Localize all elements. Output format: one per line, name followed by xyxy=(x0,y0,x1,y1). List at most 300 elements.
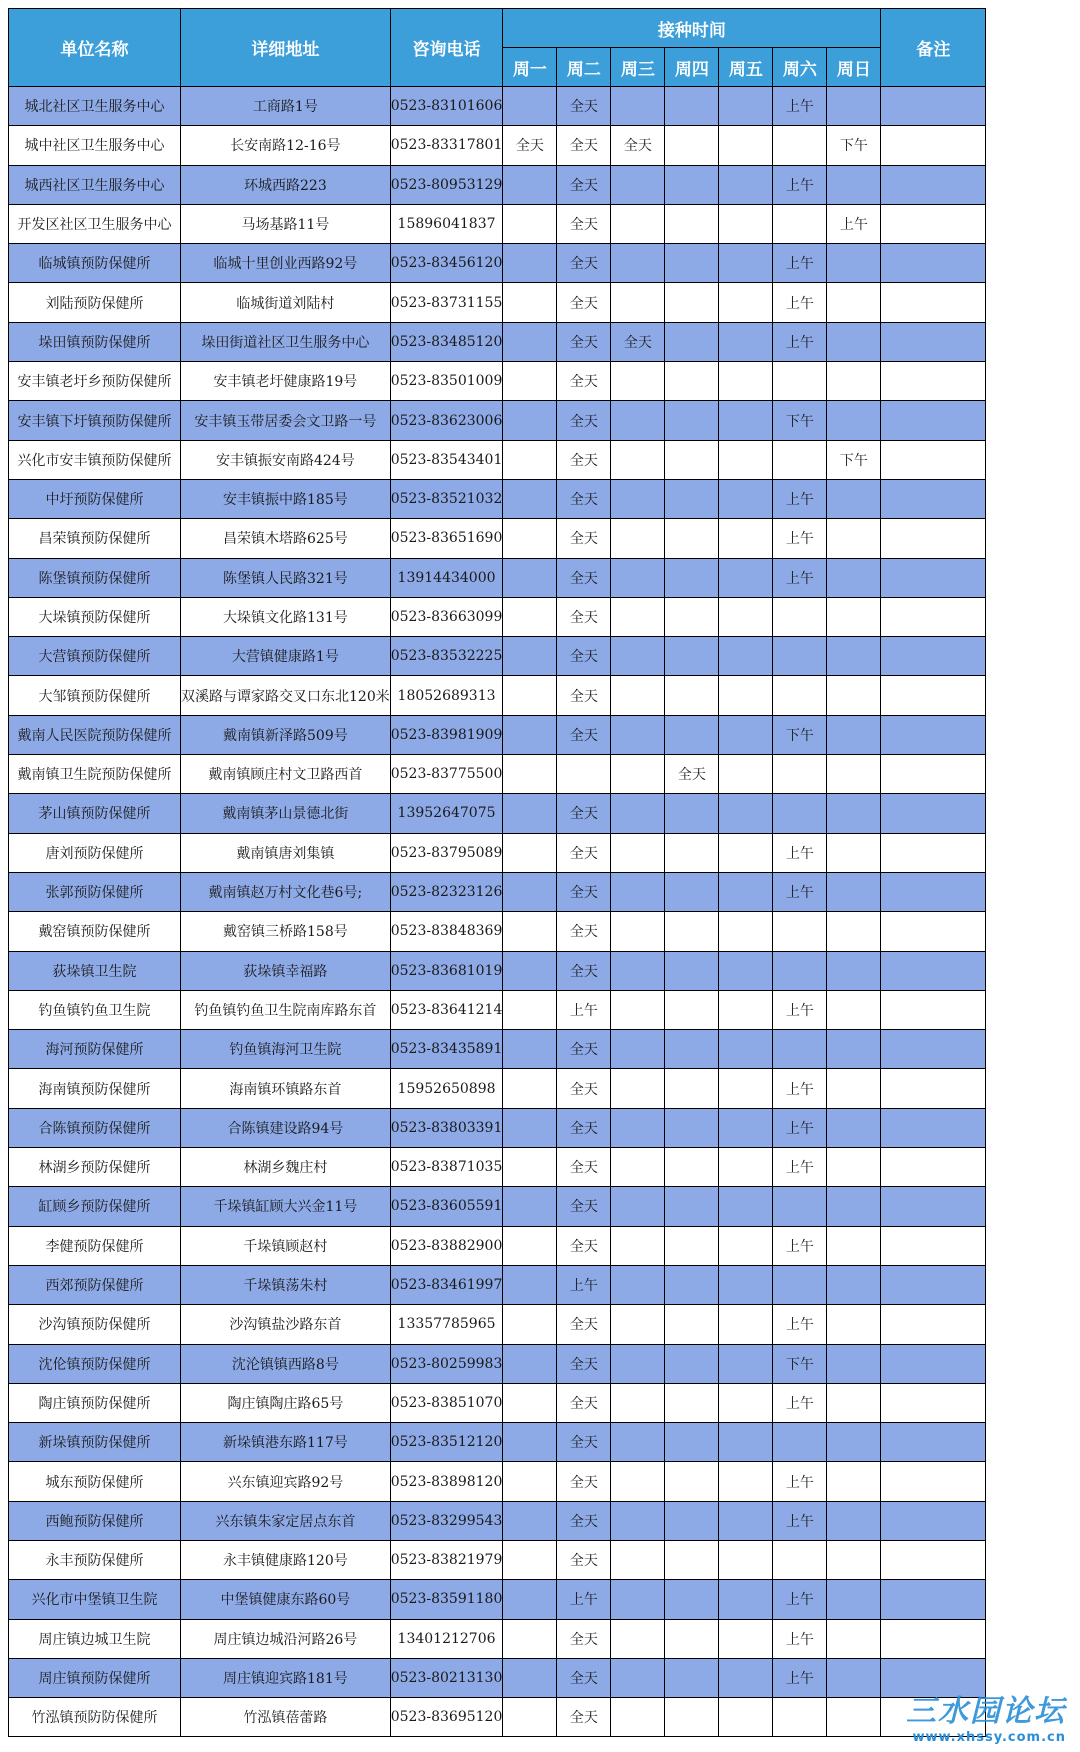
cell-day xyxy=(503,1698,557,1737)
cell-day xyxy=(611,1462,665,1501)
cell-day xyxy=(503,912,557,951)
cell-day xyxy=(503,597,557,636)
cell-day xyxy=(827,479,881,518)
cell-day xyxy=(611,558,665,597)
cell-day xyxy=(611,1658,665,1697)
cell-day xyxy=(665,1383,719,1422)
cell-day xyxy=(503,1030,557,1069)
cell-note xyxy=(881,165,986,204)
cell-note xyxy=(881,1580,986,1619)
cell-note xyxy=(881,283,986,322)
cell-day: 全天 xyxy=(557,951,611,990)
cell-day xyxy=(827,1069,881,1108)
cell-note xyxy=(881,322,986,361)
cell-day: 全天 xyxy=(557,912,611,951)
cell-day xyxy=(611,715,665,754)
table-row xyxy=(9,1540,986,1579)
table-row xyxy=(9,204,986,243)
cell-day xyxy=(665,1108,719,1147)
cell-day xyxy=(719,1148,773,1187)
cell-note xyxy=(881,519,986,558)
cell-phone: 0523-83641214 xyxy=(390,990,503,1029)
cell-day: 上午 xyxy=(773,322,827,361)
cell-day: 全天 xyxy=(557,1187,611,1226)
cell-phone: 0523-83821979 xyxy=(390,1540,503,1579)
cell-day xyxy=(827,1501,881,1540)
cell-phone: 0523-83731155 xyxy=(390,283,503,322)
cell-day xyxy=(611,440,665,479)
table-row xyxy=(9,322,986,361)
cell-note xyxy=(881,637,986,676)
cell-day xyxy=(503,558,557,597)
cell-day xyxy=(611,1148,665,1187)
cell-day: 上午 xyxy=(773,872,827,911)
cell-day xyxy=(773,1187,827,1226)
cell-phone: 0523-83521032 xyxy=(390,479,503,518)
cell-name: 沈伦镇预防保健所 xyxy=(9,1344,181,1383)
cell-day xyxy=(503,990,557,1029)
cell-phone: 0523-80259983 xyxy=(390,1344,503,1383)
cell-name: 戴窑镇预防保健所 xyxy=(9,912,181,951)
table-row xyxy=(9,1030,986,1069)
table-row xyxy=(9,362,986,401)
cell-day xyxy=(827,401,881,440)
cell-note xyxy=(881,833,986,872)
table-row xyxy=(9,872,986,911)
cell-day: 上午 xyxy=(557,1580,611,1619)
cell-day xyxy=(827,1148,881,1187)
cell-day xyxy=(773,1030,827,1069)
table-row xyxy=(9,401,986,440)
cell-day xyxy=(503,87,557,126)
cell-day xyxy=(503,1619,557,1658)
cell-day xyxy=(719,322,773,361)
cell-address: 陈堡镇人民路321号 xyxy=(181,558,391,597)
cell-phone: 0523-83775500 xyxy=(390,755,503,794)
table-row xyxy=(9,597,986,636)
header-name: 单位名称 xyxy=(9,9,181,87)
cell-day: 全天 xyxy=(557,1226,611,1265)
cell-day xyxy=(719,204,773,243)
cell-day xyxy=(611,990,665,1029)
cell-day: 全天 xyxy=(557,1501,611,1540)
cell-day xyxy=(773,1423,827,1462)
table-row xyxy=(9,912,986,951)
cell-day xyxy=(665,362,719,401)
cell-name: 李健预防保健所 xyxy=(9,1226,181,1265)
table-row xyxy=(9,519,986,558)
forum-watermark xyxy=(896,1686,1066,1746)
cell-day: 全天 xyxy=(557,479,611,518)
cell-day: 上午 xyxy=(773,1462,827,1501)
cell-day xyxy=(503,204,557,243)
header-phone: 咨询电话 xyxy=(390,9,503,87)
cell-day xyxy=(719,244,773,283)
cell-day xyxy=(611,479,665,518)
cell-day xyxy=(503,1423,557,1462)
cell-name: 戴南镇卫生院预防保健所 xyxy=(9,755,181,794)
cell-day xyxy=(719,401,773,440)
cell-day xyxy=(611,87,665,126)
cell-phone: 0523-83512120 xyxy=(390,1423,503,1462)
cell-day xyxy=(827,1383,881,1422)
cell-address: 马场基路11号 xyxy=(181,204,391,243)
cell-day xyxy=(827,283,881,322)
cell-name: 兴化市安丰镇预防保健所 xyxy=(9,440,181,479)
cell-day: 全天 xyxy=(557,1108,611,1147)
cell-day xyxy=(665,558,719,597)
cell-address: 戴南镇茅山景德北街 xyxy=(181,794,391,833)
cell-day xyxy=(503,1344,557,1383)
cell-address: 长安南路12-16号 xyxy=(181,126,391,165)
cell-name: 大邹镇预防保健所 xyxy=(9,676,181,715)
cell-day: 全天 xyxy=(557,1344,611,1383)
cell-day: 全天 xyxy=(557,1619,611,1658)
cell-note xyxy=(881,597,986,636)
cell-day xyxy=(719,1344,773,1383)
cell-day xyxy=(719,1501,773,1540)
cell-day xyxy=(611,872,665,911)
cell-address: 安丰镇老圩健康路19号 xyxy=(181,362,391,401)
cell-day xyxy=(503,165,557,204)
cell-name: 唐刘预防保健所 xyxy=(9,833,181,872)
cell-name: 永丰预防保健所 xyxy=(9,1540,181,1579)
cell-day xyxy=(611,951,665,990)
cell-day xyxy=(665,1305,719,1344)
cell-day xyxy=(827,1265,881,1304)
cell-day xyxy=(665,1187,719,1226)
cell-address: 荻垛镇幸福路 xyxy=(181,951,391,990)
cell-address: 竹泓镇蓓蕾路 xyxy=(181,1698,391,1737)
cell-day: 全天 xyxy=(557,519,611,558)
cell-day: 上午 xyxy=(773,283,827,322)
cell-name: 城中社区卫生服务中心 xyxy=(9,126,181,165)
cell-name: 西郊预防保健所 xyxy=(9,1265,181,1304)
cell-note xyxy=(881,1540,986,1579)
cell-note xyxy=(881,479,986,518)
cell-day xyxy=(665,1226,719,1265)
cell-address: 安丰镇玉带居委会文卫路一号 xyxy=(181,401,391,440)
cell-day xyxy=(611,244,665,283)
cell-address: 大垛镇文化路131号 xyxy=(181,597,391,636)
cell-phone: 0523-83456120 xyxy=(390,244,503,283)
cell-day xyxy=(611,597,665,636)
cell-address: 钓鱼镇海河卫生院 xyxy=(181,1030,391,1069)
cell-note xyxy=(881,1462,986,1501)
cell-day xyxy=(503,1148,557,1187)
cell-day xyxy=(827,951,881,990)
cell-address: 戴南镇赵万村文化巷6号; xyxy=(181,872,391,911)
cell-day xyxy=(665,401,719,440)
cell-day xyxy=(773,1698,827,1737)
cell-address: 钓鱼镇钓鱼卫生院南库路东首 xyxy=(181,990,391,1029)
cell-note xyxy=(881,951,986,990)
cell-day: 下午 xyxy=(773,1344,827,1383)
cell-day xyxy=(665,1619,719,1658)
cell-phone: 0523-83501009 xyxy=(390,362,503,401)
cell-day: 上午 xyxy=(773,519,827,558)
cell-name: 城北社区卫生服务中心 xyxy=(9,87,181,126)
cell-phone: 0523-83663099 xyxy=(390,597,503,636)
cell-day xyxy=(611,204,665,243)
cell-day xyxy=(503,1305,557,1344)
table-row xyxy=(9,1698,986,1737)
cell-day xyxy=(665,1462,719,1501)
cell-note xyxy=(881,244,986,283)
cell-phone: 0523-83981909 xyxy=(390,715,503,754)
cell-day xyxy=(827,1344,881,1383)
cell-address: 安丰镇振中路185号 xyxy=(181,479,391,518)
cell-day xyxy=(611,1108,665,1147)
cell-phone: 0523-83543401 xyxy=(390,440,503,479)
cell-name: 周庄镇预防保健所 xyxy=(9,1658,181,1697)
cell-phone: 0523-83532225 xyxy=(390,637,503,676)
cell-note xyxy=(881,872,986,911)
cell-day xyxy=(719,990,773,1029)
cell-day xyxy=(665,715,719,754)
cell-day xyxy=(827,1108,881,1147)
table-row xyxy=(9,1423,986,1462)
cell-name: 城西社区卫生服务中心 xyxy=(9,165,181,204)
cell-day xyxy=(665,833,719,872)
cell-day xyxy=(719,1658,773,1697)
cell-day xyxy=(719,755,773,794)
cell-day: 全天 xyxy=(557,794,611,833)
cell-day: 全天 xyxy=(557,1423,611,1462)
cell-day xyxy=(611,1540,665,1579)
header-day-tue: 周二 xyxy=(557,48,611,87)
cell-day xyxy=(665,204,719,243)
cell-day xyxy=(827,1619,881,1658)
header-note: 备注 xyxy=(881,9,986,87)
cell-day xyxy=(719,1462,773,1501)
cell-day xyxy=(665,1344,719,1383)
cell-phone: 0523-80953129 xyxy=(390,165,503,204)
cell-day xyxy=(719,1187,773,1226)
cell-day xyxy=(665,1423,719,1462)
cell-address: 昌荣镇木塔路625号 xyxy=(181,519,391,558)
cell-day xyxy=(665,1069,719,1108)
cell-note xyxy=(881,1030,986,1069)
cell-day xyxy=(773,126,827,165)
cell-day: 全天 xyxy=(665,755,719,794)
cell-day xyxy=(827,1698,881,1737)
cell-day xyxy=(503,755,557,794)
cell-day: 上午 xyxy=(773,1108,827,1147)
cell-name: 开发区社区卫生服务中心 xyxy=(9,204,181,243)
cell-name: 戴南人民医院预防保健所 xyxy=(9,715,181,754)
cell-day xyxy=(611,637,665,676)
cell-name: 荻垛镇卫生院 xyxy=(9,951,181,990)
cell-day: 上午 xyxy=(827,204,881,243)
cell-note xyxy=(881,1069,986,1108)
cell-address: 兴东镇迎宾路92号 xyxy=(181,1462,391,1501)
cell-day xyxy=(827,872,881,911)
cell-day: 全天 xyxy=(557,126,611,165)
cell-note xyxy=(881,1305,986,1344)
cell-day: 上午 xyxy=(773,990,827,1029)
cell-day xyxy=(827,558,881,597)
cell-address: 戴南镇顾庄村文卫路西首 xyxy=(181,755,391,794)
cell-day xyxy=(665,165,719,204)
cell-phone: 0523-83695120 xyxy=(390,1698,503,1737)
cell-day xyxy=(719,597,773,636)
header-day-sun: 周日 xyxy=(827,48,881,87)
watermark-logo: 三水园论坛 xyxy=(906,1694,1066,1729)
cell-day xyxy=(503,676,557,715)
cell-address: 中堡镇健康东路60号 xyxy=(181,1580,391,1619)
cell-day xyxy=(503,401,557,440)
cell-day xyxy=(503,479,557,518)
cell-day xyxy=(503,1658,557,1697)
cell-day: 上午 xyxy=(773,1580,827,1619)
cell-name: 茅山镇预防保健所 xyxy=(9,794,181,833)
cell-day xyxy=(719,1619,773,1658)
cell-address: 周庄镇迎宾路181号 xyxy=(181,1658,391,1697)
cell-day: 全天 xyxy=(557,597,611,636)
cell-address: 戴窑镇三桥路158号 xyxy=(181,912,391,951)
cell-day xyxy=(503,322,557,361)
table-row xyxy=(9,1226,986,1265)
watermark-url: www.xhssy.com.cn xyxy=(912,1730,1066,1745)
cell-day xyxy=(557,755,611,794)
header-day-thu: 周四 xyxy=(665,48,719,87)
table-row xyxy=(9,833,986,872)
cell-day xyxy=(719,912,773,951)
cell-day xyxy=(611,794,665,833)
cell-day xyxy=(773,951,827,990)
cell-phone: 13357785965 xyxy=(390,1305,503,1344)
cell-day: 下午 xyxy=(827,440,881,479)
cell-day xyxy=(503,1540,557,1579)
cell-day xyxy=(665,1658,719,1697)
cell-day xyxy=(611,1698,665,1737)
cell-phone: 0523-83485120 xyxy=(390,322,503,361)
cell-day xyxy=(827,322,881,361)
table-row xyxy=(9,1187,986,1226)
cell-note xyxy=(881,676,986,715)
table-row xyxy=(9,1658,986,1697)
cell-phone: 0523-83898120 xyxy=(390,1462,503,1501)
cell-day: 全天 xyxy=(557,872,611,911)
cell-note xyxy=(881,1423,986,1462)
cell-day xyxy=(719,1108,773,1147)
cell-note xyxy=(881,1501,986,1540)
cell-note xyxy=(881,1265,986,1304)
cell-day xyxy=(611,1069,665,1108)
cell-day: 全天 xyxy=(557,1540,611,1579)
cell-name: 缸顾乡预防保健所 xyxy=(9,1187,181,1226)
cell-day xyxy=(773,912,827,951)
cell-day xyxy=(827,833,881,872)
cell-day xyxy=(827,1540,881,1579)
cell-address: 千垛镇荡朱村 xyxy=(181,1265,391,1304)
cell-day: 上午 xyxy=(773,244,827,283)
cell-day xyxy=(611,1265,665,1304)
cell-day xyxy=(719,1265,773,1304)
cell-note xyxy=(881,440,986,479)
cell-name: 沙沟镇预防保健所 xyxy=(9,1305,181,1344)
cell-day xyxy=(719,165,773,204)
cell-day xyxy=(827,990,881,1029)
cell-day xyxy=(503,440,557,479)
cell-day: 全天 xyxy=(557,1305,611,1344)
cell-day xyxy=(827,1226,881,1265)
cell-day: 上午 xyxy=(773,1383,827,1422)
cell-day xyxy=(827,1658,881,1697)
table-row xyxy=(9,244,986,283)
cell-day xyxy=(773,362,827,401)
cell-name: 兴化市中堡镇卫生院 xyxy=(9,1580,181,1619)
cell-day xyxy=(611,362,665,401)
cell-name: 安丰镇老圩乡预防保健所 xyxy=(9,362,181,401)
table-row xyxy=(9,715,986,754)
table-row xyxy=(9,283,986,322)
table-row xyxy=(9,676,986,715)
cell-day xyxy=(719,637,773,676)
header-day-sat: 周六 xyxy=(773,48,827,87)
cell-day: 全天 xyxy=(557,401,611,440)
cell-day xyxy=(773,440,827,479)
cell-day xyxy=(611,833,665,872)
cell-note xyxy=(881,755,986,794)
cell-day xyxy=(827,676,881,715)
cell-day xyxy=(665,1030,719,1069)
cell-day xyxy=(719,558,773,597)
cell-phone: 13401212706 xyxy=(390,1619,503,1658)
cell-day: 全天 xyxy=(611,322,665,361)
cell-phone: 15952650898 xyxy=(390,1069,503,1108)
cell-note xyxy=(881,558,986,597)
cell-address: 永丰镇健康路120号 xyxy=(181,1540,391,1579)
cell-day xyxy=(719,676,773,715)
table-row xyxy=(9,1305,986,1344)
cell-day xyxy=(665,244,719,283)
cell-note xyxy=(881,715,986,754)
cell-day: 上午 xyxy=(773,165,827,204)
cell-phone: 0523-83317801 xyxy=(390,126,503,165)
cell-address: 双溪路与谭家路交叉口东北120米 xyxy=(181,676,391,715)
cell-name: 张郭预防保健所 xyxy=(9,872,181,911)
cell-day xyxy=(611,1344,665,1383)
cell-note xyxy=(881,990,986,1029)
cell-name: 刘陆预防保健所 xyxy=(9,283,181,322)
cell-day xyxy=(503,1069,557,1108)
cell-phone: 0523-83651690 xyxy=(390,519,503,558)
cell-day xyxy=(665,951,719,990)
cell-day: 全天 xyxy=(557,165,611,204)
cell-day xyxy=(827,1187,881,1226)
cell-day xyxy=(827,244,881,283)
cell-day xyxy=(611,401,665,440)
cell-day: 下午 xyxy=(773,715,827,754)
cell-day xyxy=(611,1187,665,1226)
cell-day xyxy=(719,872,773,911)
cell-address: 沈沦镇镇西路8号 xyxy=(181,1344,391,1383)
cell-address: 兴东镇朱家定居点东首 xyxy=(181,1501,391,1540)
cell-name: 大垛镇预防保健所 xyxy=(9,597,181,636)
cell-day xyxy=(719,479,773,518)
cell-day xyxy=(665,87,719,126)
cell-day xyxy=(827,362,881,401)
cell-day xyxy=(719,794,773,833)
cell-day xyxy=(503,637,557,676)
cell-day xyxy=(719,1030,773,1069)
cell-day xyxy=(719,1423,773,1462)
cell-day xyxy=(665,1580,719,1619)
cell-day: 全天 xyxy=(557,676,611,715)
cell-name: 大营镇预防保健所 xyxy=(9,637,181,676)
